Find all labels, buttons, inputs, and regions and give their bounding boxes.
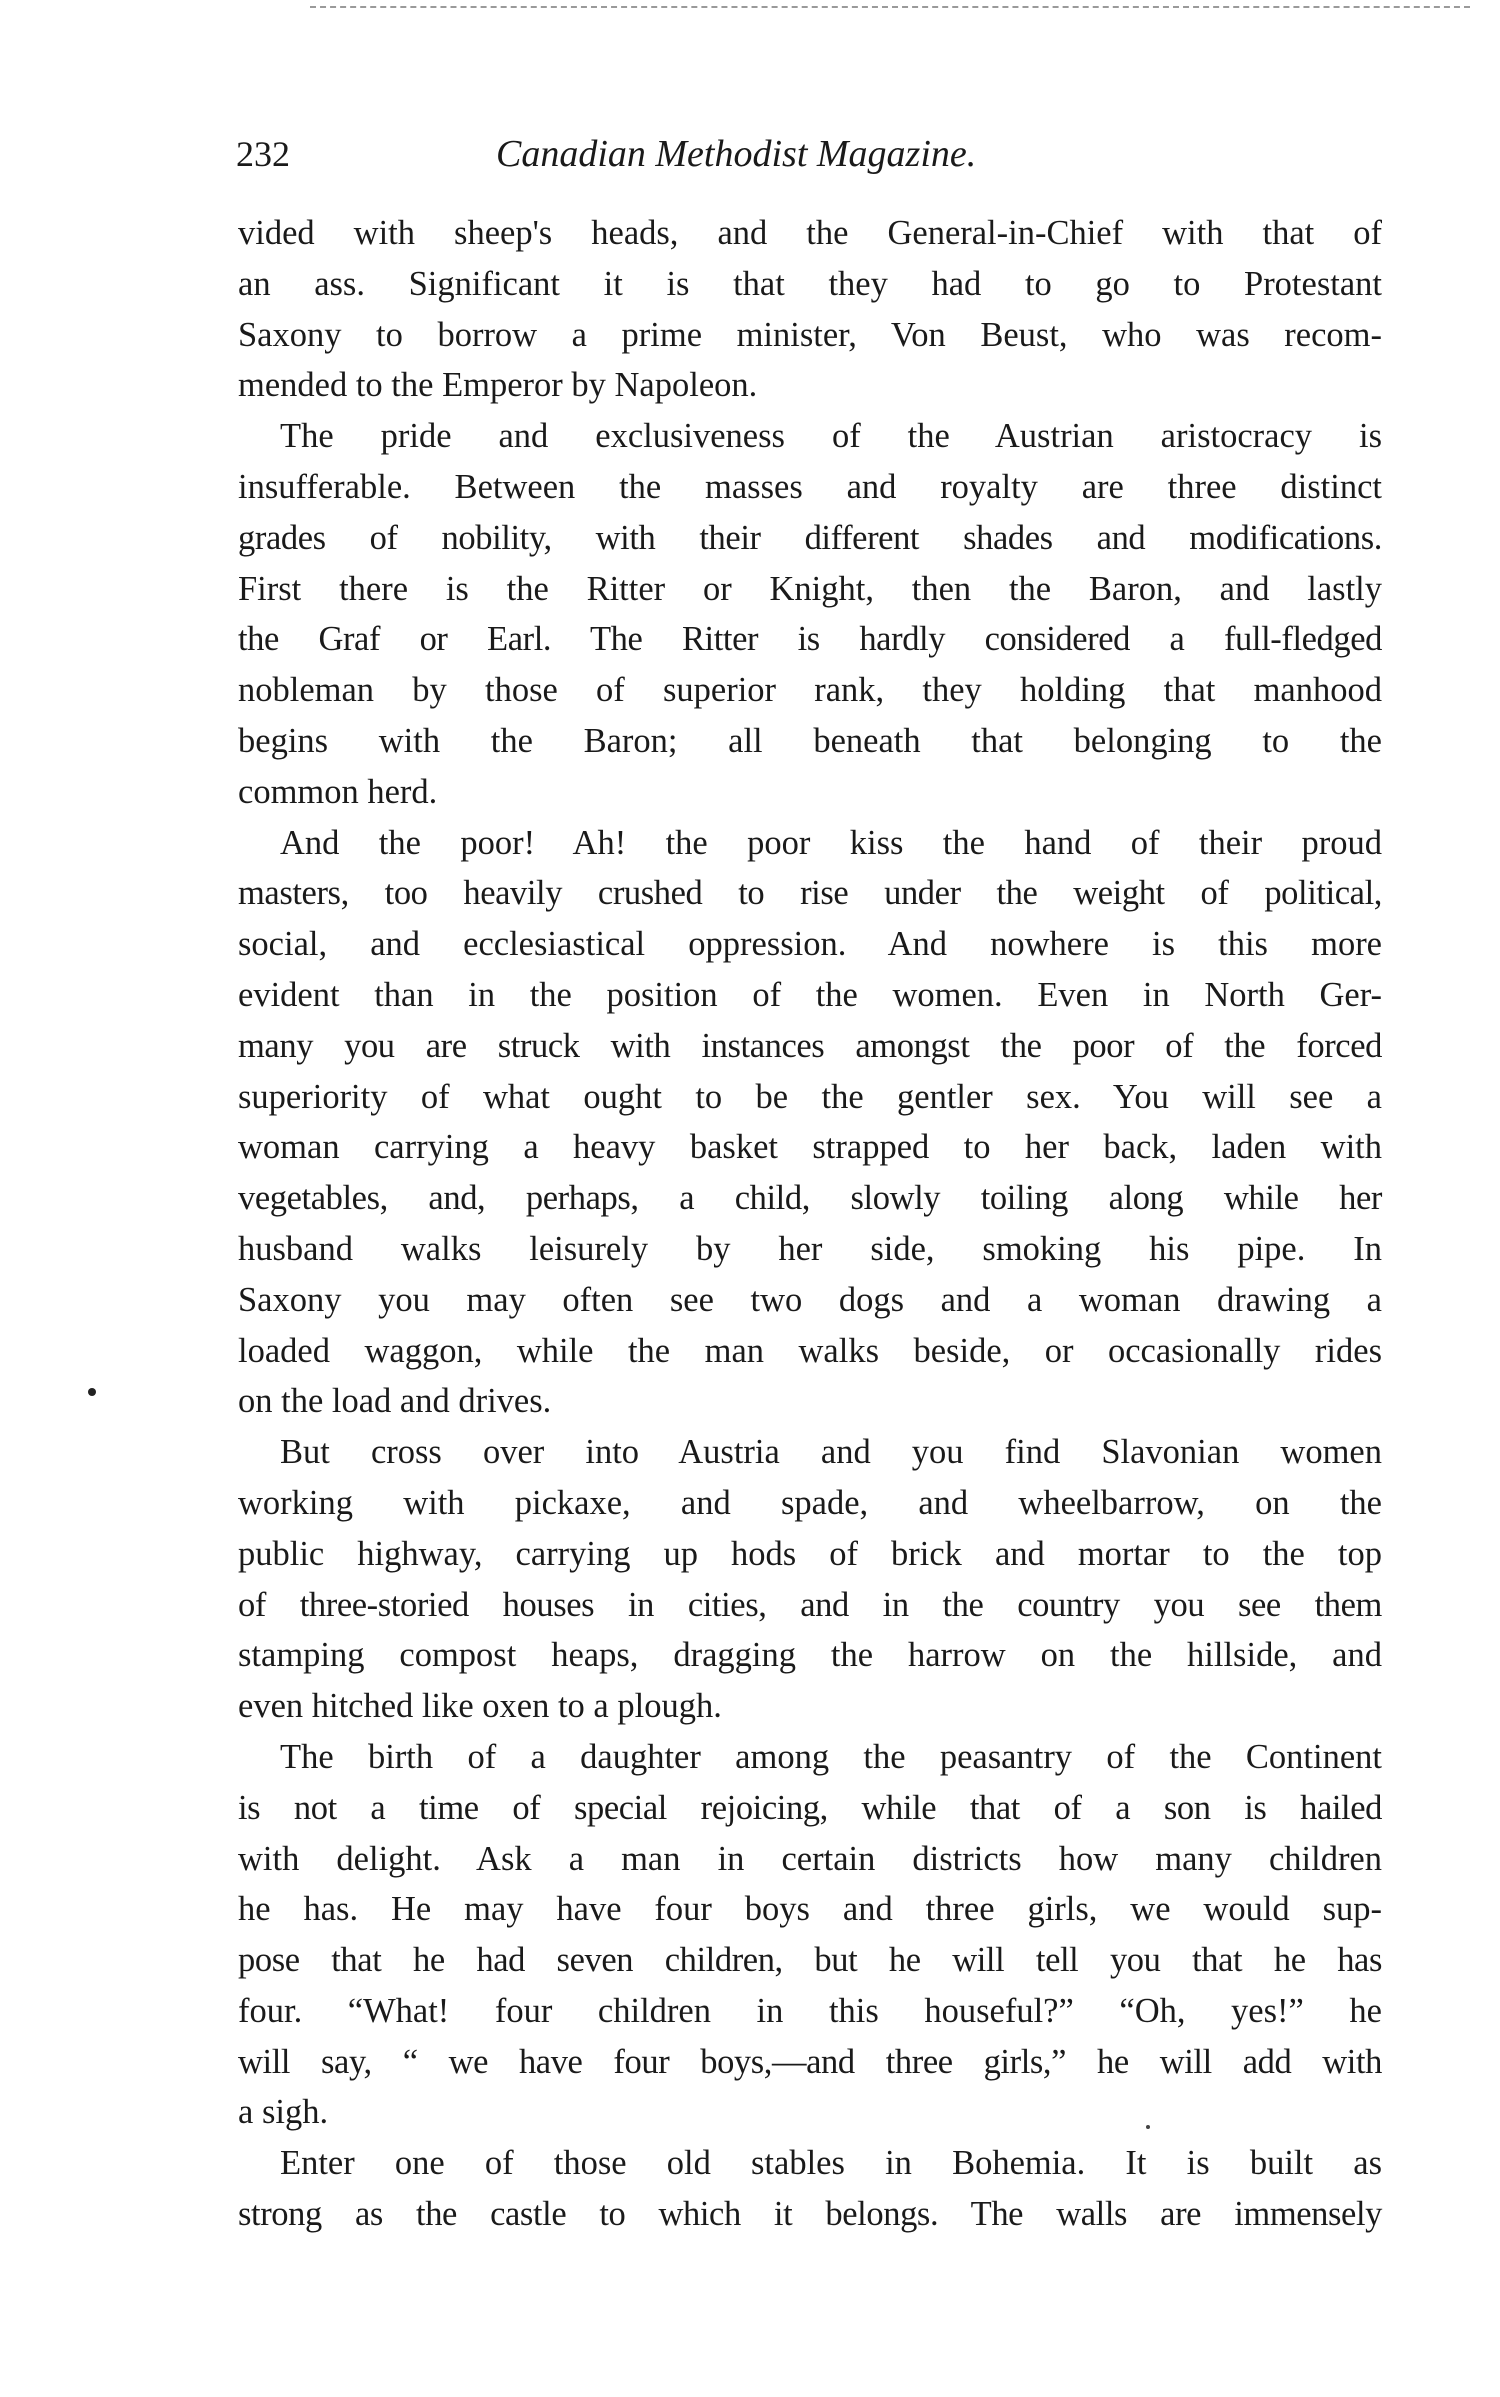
text-line: public highway, carrying up hods of brick and mortar to the top [238,1534,1382,1573]
text-line: loaded waggon, while the man walks beside, or occasionally rides [238,1331,1382,1370]
text-line: of three-storied houses in cities, and in the country you see them [238,1585,1382,1624]
running-title: Canadian Methodist Magazine. [496,133,977,175]
paragraph [238,1732,1382,2138]
text-line: common herd. [238,772,438,811]
paragraph [238,818,1382,1428]
page-number: 232 [236,134,290,174]
text-line: insufferable. Between the masses and royalty are three distinct [238,467,1382,506]
text-line: evident than in the position of the women. Even in North Ger- [238,975,1382,1014]
text-line: social, and ecclesiastical oppression. And nowhere is this more [238,925,1382,964]
text-line: mended to the Emperor by Napoleon. [238,366,758,405]
text-line: the Graf or Earl. The Ritter is hardly considered a full-fledged [238,620,1382,659]
text-line: nobleman by those of superior rank, they holding that manhood [238,671,1382,710]
text-line: superiority of what ought to be the gentler sex. You will see a [238,1077,1382,1116]
paragraph [238,2138,1382,2240]
article-body [238,208,1382,2240]
text-line: will say, “ we have four boys,—and three girls,” he will add with [238,2042,1382,2081]
text-line: four. “What! four children in this houseful?” “Oh, yes!” he [238,1991,1382,2030]
text-line: masters, too heavily crushed to rise under the weight of political, [238,874,1382,913]
text-line: husband walks leisurely by her side, smoking his pipe. In [238,1229,1382,1268]
text-line: stamping compost heaps, dragging the harrow on the hillside, and [238,1636,1382,1675]
text-line: even hitched like oxen to a plough. [238,1687,722,1726]
text-line: with delight. Ask a man in certain districts how many children [238,1839,1382,1878]
text-line: a sigh. [238,2093,329,2132]
text-line: working with pickaxe, and spade, and wheelbarrow, on the [238,1483,1382,1522]
text-line: The pride and exclusiveness of the Austrian aristocracy is [280,417,1382,456]
text-line: begins with the Baron; all beneath that belonging to the [238,721,1382,760]
text-line: woman carrying a heavy basket strapped to her back, laden with [238,1128,1382,1167]
paragraph [238,208,1382,411]
text-line: The birth of a daughter among the peasantry of the Continent [280,1737,1382,1776]
text-line: Saxony you may often see two dogs and a woman drawing a [238,1280,1382,1319]
text-line: First there is the Ritter or Knight, then the Baron, and lastly [238,569,1382,608]
text-line: vegetables, and, perhaps, a child, slowly toiling along while her [238,1179,1382,1218]
text-line: grades of nobility, with their different shades and modifications. [238,518,1382,557]
text-line: pose that he had seven children, but he will tell you that he has [238,1941,1382,1980]
page-header [236,124,1386,184]
text-line: on the load and drives. [238,1382,552,1421]
text-line: he has. He may have four boys and three girls, we would sup- [238,1890,1382,1929]
text-line: Enter one of those old stables in Bohemia. It is built as [280,2144,1382,2183]
paragraph [238,1427,1382,1732]
text-line: Saxony to borrow a prime minister, Von Beust, who was recom- [238,315,1382,354]
top-scan-rule [310,6,1470,8]
text-line: vided with sheep's heads, and the General-in-Chief with that of [238,214,1382,252]
text-line: But cross over into Austria and you find Slavonian women [280,1433,1382,1472]
text-line: is not a time of special rejoicing, while that of a son is hailed [238,1788,1382,1827]
text-line: And the poor! Ah! the poor kiss the hand of their proud [280,823,1382,862]
margin-mark [88,1388,96,1396]
paragraph [238,411,1382,817]
text-line: strong as the castle to which it belongs. The walls are immensely [238,2195,1382,2234]
text-line: many you are struck with instances amongst the poor of the forced [238,1026,1382,1065]
text-line: an ass. Significant it is that they had to go to Protestant [238,264,1382,303]
